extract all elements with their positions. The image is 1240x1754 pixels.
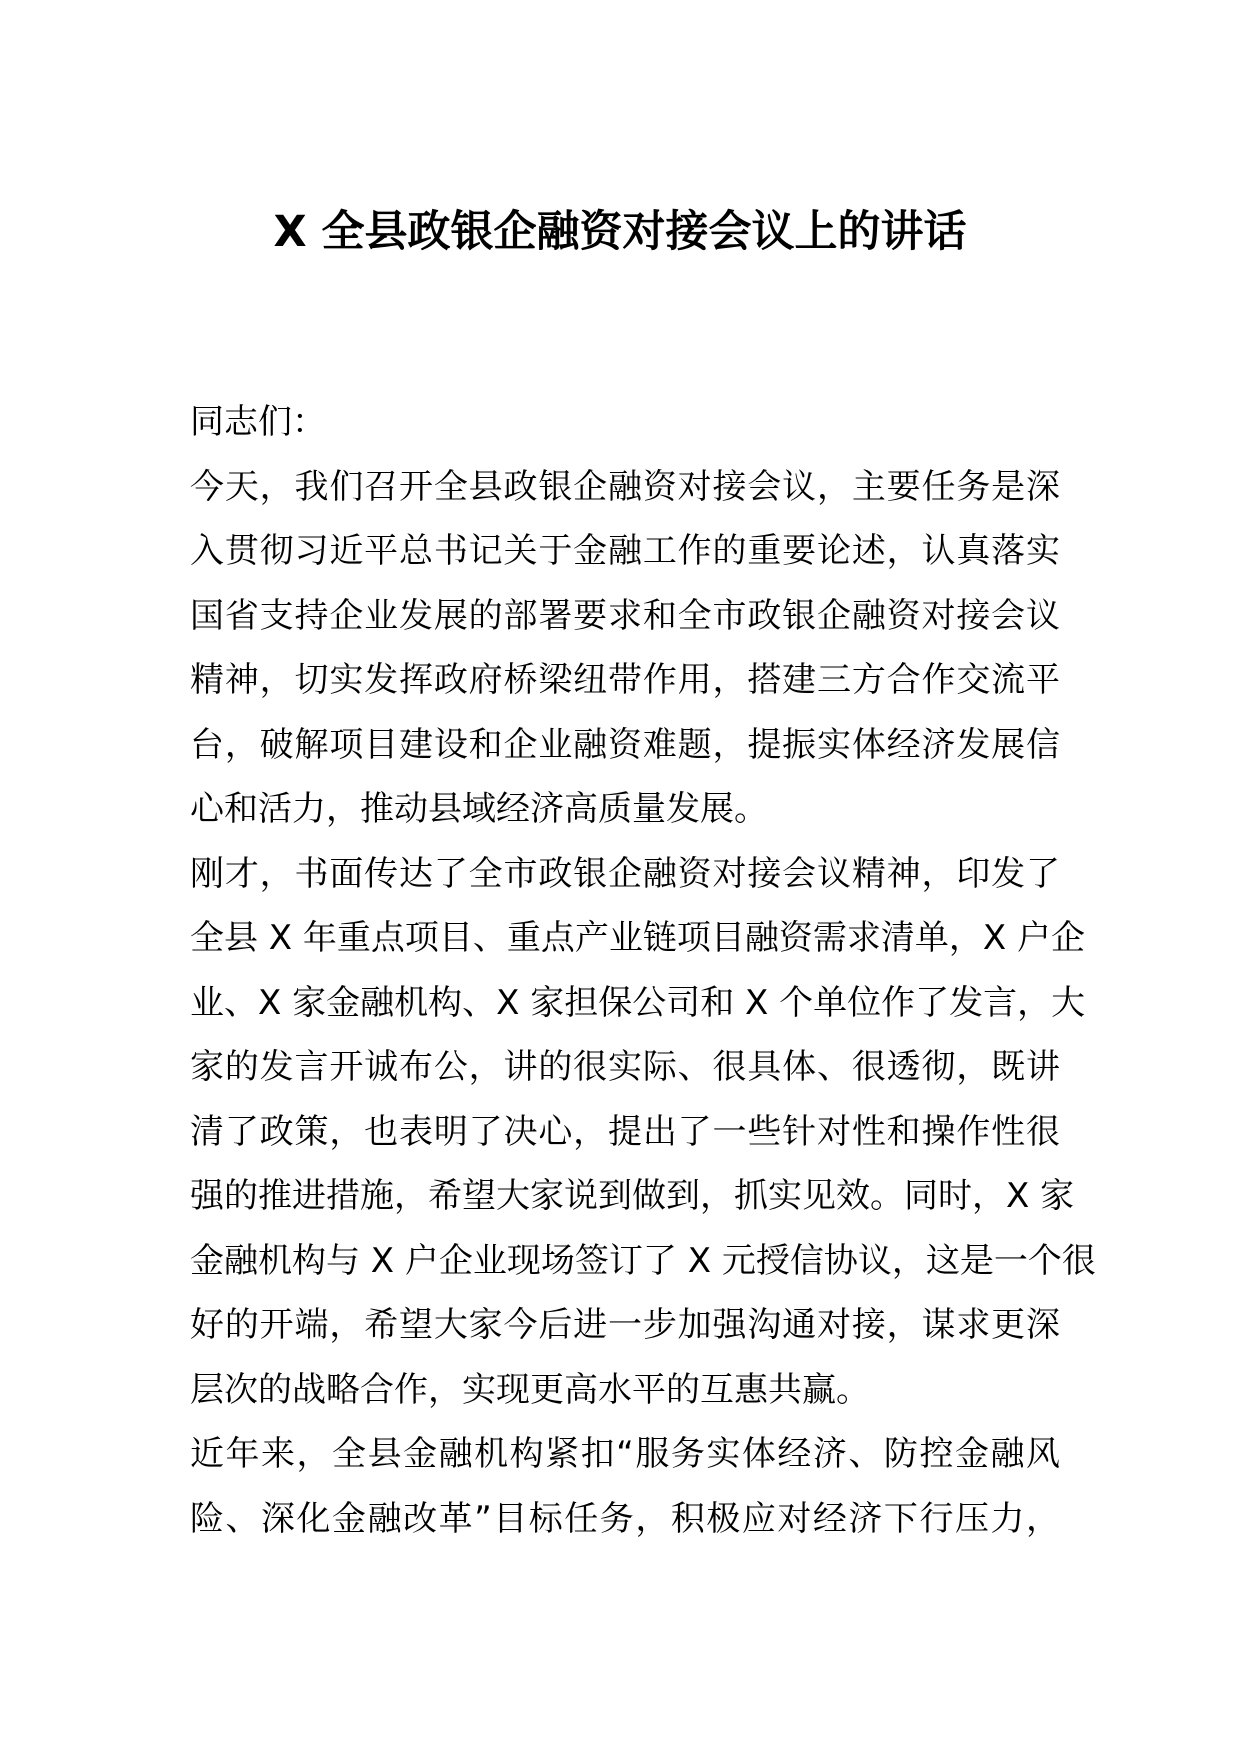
text-line: 精神，切实发挥政府桥梁纽带作用，搭建三方合作交流平	[190, 660, 1060, 700]
text-line: 好的开端，希望大家今后进一步加强沟通对接，谋求更深	[190, 1305, 1060, 1345]
text-line: 险、深化金融改革”目标任务，积极应对经济下行压力，	[190, 1498, 1060, 1539]
text-line: 入贯彻习近平总书记关于金融工作的重要论述，认真落实	[190, 531, 1060, 571]
text-line: 全县 X 年重点项目、重点产业链项目融资需求清单，X 户企	[190, 918, 1086, 958]
paragraph-1	[190, 455, 1060, 842]
salutation: 同志们：	[190, 402, 326, 442]
text-line: 清了政策，也表明了决心，提出了一些针对性和操作性很	[190, 1111, 1060, 1152]
text-line: 国省支持企业发展的部署要求和全市政银企融资对接会议	[190, 595, 1060, 636]
document-title: X 全县政银企融资对接会议上的讲话	[273, 207, 967, 257]
text-line: 刚才，书面传达了全市政银企融资对接会议精神，印发了	[190, 853, 1060, 894]
text-line: 强的推进措施，希望大家说到做到，抓实见效。同时，X 家	[190, 1176, 1075, 1216]
paragraph-3	[190, 1422, 1060, 1551]
text-line: 层次的战略合作，实现更高水平的互惠共赢。	[190, 1369, 870, 1410]
text-line: 近年来，全县金融机构紧扣“服务实体经济、防控金融风	[190, 1434, 1060, 1474]
text-line: 业、X 家金融机构、X 家担保公司和 X 个单位作了发言，大	[190, 982, 1086, 1023]
text-line: 金融机构与 X 户企业现场签订了 X 元授信协议，这是一个很	[190, 1240, 1096, 1281]
text-line: 家的发言开诚布公，讲的很实际、很具体、很透彻，既讲	[190, 1047, 1060, 1087]
text-line: 心和活力，推动县域经济高质量发展。	[190, 789, 768, 829]
text-line: 今天，我们召开全县政银企融资对接会议，主要任务是深	[190, 466, 1060, 507]
paragraph-2	[190, 842, 1096, 1423]
document-body	[190, 390, 1096, 1551]
text-line: 台，破解项目建设和企业融资难题，提振实体经济发展信	[190, 724, 1060, 765]
